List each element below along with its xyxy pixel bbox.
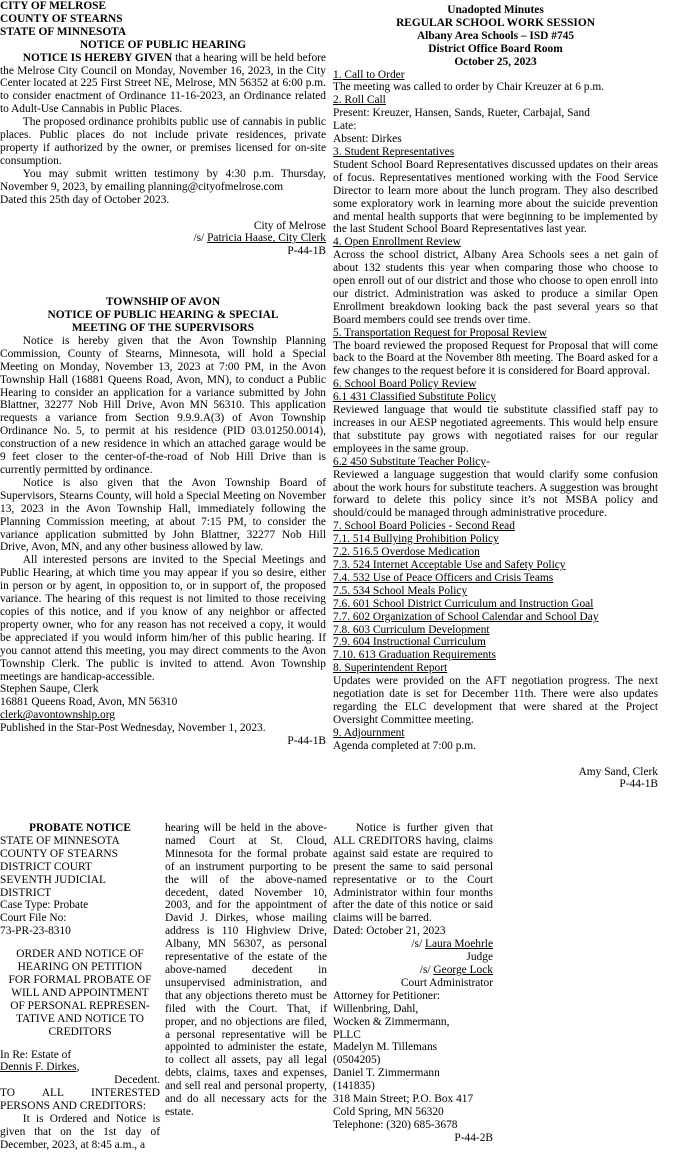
- decedent-label: Decedent.: [114, 1074, 160, 1087]
- policy-item: 7.1. 514 Bullying Prohibition Policy: [333, 533, 499, 546]
- spacer: [0, 258, 326, 296]
- order-title-line: WILL AND APPOINTMENT: [11, 986, 149, 999]
- section-heading: 1. Call to Order: [333, 68, 405, 81]
- order-title-line: CREDITORS: [48, 1025, 112, 1038]
- probate-column-3: [333, 822, 493, 1145]
- section-text: Reviewed language that would tie substitute classified staff pay to increases in our AESP negotiated agreements. This would help ensure that substitute pay grows with negotiated raises for our regular employees in the same group.: [333, 404, 658, 455]
- publication-code: P-44-1B: [619, 778, 658, 791]
- minutes-header: [333, 4, 658, 69]
- publication-code: P-44-1B: [287, 735, 326, 748]
- publication-code: P-44-2B: [454, 1131, 493, 1144]
- attorney-line: Attorney for Petitioner:: [333, 989, 440, 1002]
- policy-item: 7.4. 532 Use of Peace Officers and Crisis Teams: [333, 571, 554, 584]
- creditors-paragraph: Notice is further given that ALL CREDITORS having, claims against said estate are required to present the same to said personal representative or to the Court Administrator within four months after the date of this notice or said claims will be barred.: [333, 822, 493, 925]
- section-text: Updates were provided on the AFT negotiation progress. The next negotiation date is set for December 11th. There were also updates regarding the ELC development that were shared at the Project Oversight Committee meeting.: [333, 675, 658, 726]
- section-heading: 5. Transportation Request for Proposal Review: [333, 326, 547, 339]
- attorney-line: Willenbring, Dahl,: [333, 1002, 419, 1015]
- header-line: District Office Board Room: [428, 42, 563, 55]
- header-line: REGULAR SCHOOL WORK SESSION: [396, 16, 595, 29]
- subsection-title: 6.2 450 Substitute Teacher Policy: [333, 455, 487, 468]
- decedent-comma: ,: [76, 1061, 80, 1074]
- court-line: STATE OF MINNESOTA: [0, 834, 120, 847]
- section-heading: 9. Adjournment: [333, 726, 405, 739]
- policy-item: 7.9. 604 Instructional Curriculum: [333, 636, 486, 649]
- header-line: Albany Area Schools – ISD #745: [416, 29, 575, 42]
- decedent-name-text: Dennis F. Dirkes: [0, 1061, 77, 1074]
- spacer: [0, 207, 326, 220]
- roll-present: Present: Kreuzer, Hansen, Sands, Rueter, Carbajal, Sand: [333, 107, 590, 120]
- policy-item: 7.6. 601 School District Curriculum and Instruction Goal: [333, 597, 594, 610]
- court-line: DISTRICT COURT: [0, 860, 92, 873]
- order-paragraph-continued: hearing will be held in the above-named Court at St. Cloud, Minnesota for the formal probate of an instrument purporting to be the will of the above-named decedent, dated November 10, 2003, and for the appointment of David J. Dirkes, whose mailing address is 110 Highview Drive, Albany, MN 56307, as personal representative of the estate of the above-named decedent in unsupervised administration, and that any objections thereto must be filed with the Court. That, if proper, and no objections are filed, a personal representative will be appointed to administer the estate, to collect all assets, pay all legal debts, claims, taxes and expenses, and sell real and personal property, and do all necessary acts for the estate.: [165, 822, 327, 1118]
- section-heading: 7. School Board Policies - Second Read: [333, 520, 515, 533]
- section-text: Agenda completed at 7:00 p.m.: [333, 739, 476, 752]
- melrose-signature: [0, 232, 326, 245]
- section-heading: 2. Roll Call: [333, 94, 386, 107]
- section-heading: 4. Open Enrollment Review: [333, 236, 461, 249]
- header-line: STATE OF MINNESOTA: [0, 25, 127, 38]
- order-title-line: FOR FORMAL PROBATE OF: [8, 973, 152, 986]
- decedent-name: [0, 1061, 160, 1074]
- section-heading: 6. School Board Policy Review: [333, 378, 477, 391]
- signature-prefix: /s/: [193, 232, 208, 245]
- policy-item: 7.7. 602 Organization of School Calendar and School Day: [333, 610, 599, 623]
- avon-title: TOWNSHIP OF AVON: [105, 296, 221, 309]
- header-line: COUNTY OF STEARNS: [0, 12, 123, 25]
- left-column: [0, 0, 326, 748]
- header-line: CITY OF MELROSE: [0, 0, 107, 12]
- avon-paragraph: All interested persons are invited to the Special Meetings and Public Hearing, at which time you may appear if you so desire, either in person or by agent, in opposition to, or in support of, the proposed variance. The hearing of this request is not limited to those receiving copies of this notice, and if you know of any neighbor or affected property owner, who for any reason has not received a copy, it would be appreciated if you would inform him/her of this public hearing. If you cannot attend this meeting, you may direct comments to the Avon Township Clerk. The public is invited to attend. Avon Township meetings are handicap-accessible.: [0, 554, 326, 683]
- attorney-line: Wocken & Zimmermann,: [333, 1015, 450, 1028]
- in-re: In Re: Estate of: [0, 1048, 72, 1061]
- judge-label: Judge: [466, 951, 493, 964]
- header-line: October 25, 2023: [454, 55, 537, 68]
- to-all: TO ALL INTERESTED PERSONS AND CREDITORS:: [0, 1087, 160, 1113]
- melrose-paragraph: You may submit written testimony by 4:30 p.m. Thursday, November 9, 2023, by emailing planning@cityofmelrose.com: [0, 167, 326, 193]
- attorney-line: (0504205): [333, 1054, 381, 1067]
- avon-published: Published in the Star-Post Wednesday, November 1, 2023.: [0, 722, 266, 735]
- admin-signature: [333, 964, 493, 977]
- minutes-column: [333, 4, 658, 791]
- section-text: Across the school district, Albany Area Schools sees a net gain of about 132 students this year when comparing those who choose to open enroll out of our district and those who choose to open enroll into our district. Administration was asked to produce a similar Open Enrollment breakdown looking back the past several years so that Board members could see trends over time.: [333, 249, 658, 326]
- melrose-header: [0, 0, 326, 39]
- avon-address: 16881 Queens Road, Avon, MN 56310: [0, 696, 178, 709]
- probate-title: PROBATE NOTICE: [28, 822, 131, 834]
- court-line: DISTRICT: [0, 886, 52, 899]
- section-text: The board reviewed the proposed Request for Proposal that will come back to the Board at the November 8th meeting. The Board asked for a few changes to the request before it is considered for Board approval.: [333, 339, 658, 378]
- court-line: 73-PR-23-8310: [0, 925, 71, 938]
- minutes-clerk: Amy Sand, Clerk: [578, 765, 658, 778]
- policy-item: 7.3. 524 Internet Acceptable Use and Safety Policy: [333, 558, 566, 571]
- policy-list: [333, 533, 658, 662]
- signature-name: Patricia Haase, City Clerk: [207, 232, 326, 245]
- court-line: Court File No:: [0, 912, 67, 925]
- roll-absent: Absent: Dirkes: [333, 133, 402, 146]
- admin-label: Court Administrator: [400, 976, 493, 989]
- section-text: Reviewed a language suggestion that would clarify some confusion about the work hours for substitute teachers. A suggestion was brought forward to delete this policy since it’s not MSBA policy and should/could be managed through administrative procedure.: [333, 468, 658, 520]
- melrose-paragraph: The proposed ordinance prohibits public use of cannabis in public places. Public places do not include private residences, private property if authorized by the owner, or premises licensed for on-site consumption.: [0, 116, 326, 167]
- order-title-line: ORDER AND NOTICE OF: [16, 948, 144, 961]
- attorney-line: Daniel T. Zimmermann: [333, 1067, 440, 1080]
- avon-paragraph: Notice is also given that the Avon Township Board of Supervisors, Stearns County, will hold a Special Meeting on November 13, 2023 in the Avon Township Hall, immediately following the Planning Commission meeting, at about 7:15 PM, to consider the variance application submitted by John Blattner, 32277 Nob Hill Drive, Avon, MN, and any other business allowed by law.: [0, 476, 326, 554]
- order-title-line: HEARING ON PETITION: [17, 961, 143, 974]
- publication-code: P-44-1B: [287, 245, 326, 258]
- signature-prefix: /s/: [411, 938, 425, 951]
- attorney-line: Telephone: (320) 685-3678: [333, 1118, 458, 1131]
- judge-signature: [333, 938, 493, 951]
- melrose-signature-org: City of Melrose: [253, 219, 326, 232]
- court-line: Case Type: Probate: [0, 899, 89, 912]
- attorney-line: 318 Main Street; P.O. Box 417: [333, 1093, 474, 1106]
- spacer: [0, 938, 160, 948]
- policy-item: 7.5. 534 School Meals Policy: [333, 584, 468, 597]
- subsection-heading: [333, 456, 658, 469]
- melrose-dated: Dated this 25th day of October 2023.: [0, 193, 170, 206]
- attorney-line: (141835): [333, 1080, 375, 1093]
- avon-paragraph: Notice is hereby given that the Avon Township Planning Commission, County of Stearns, Minnesota, will hold a Special Meeting on Monday, November 13, 2023 at 7:00 PM, in the Avon Township Hall (16881 Queens Road, Avon, MN), to conduct a Public Hearing to consider an application for a variance submitted by John Blattner, 32277 Nob Hill Drive, Avon MN 56310. This application requests a variance from Section 9.9.9.A(3) of Avon Township Ordinance No. 5, to permit at his residence (PID 03.01250.0014), construction of a new residence in which an attached garage would be 9 feet closer to the center-of-the-road of Nob Hill Drive than is currently permitted by ordinance.: [0, 334, 326, 476]
- policy-item: 7.10. 613 Graduation Requirements: [333, 649, 496, 662]
- attorney-line: Cold Spring, MN 56320: [333, 1105, 444, 1118]
- melrose-paragraph-text: that a hearing will be held before the Melrose City Council on Monday, November 16, 2023, in the City Center located at 225 First Street NE, Melrose, MN 56352 at 6:00 p.m. to consider enactment of Ordinance 11-16-2023, an Ordinance related to Adult-Use Cannabis in Public Places.: [0, 51, 326, 116]
- melrose-paragraph: [0, 52, 326, 117]
- attorney-line: Madelyn M. Tillemans: [333, 1041, 438, 1054]
- spacer: [0, 1039, 160, 1049]
- avon-title: NOTICE OF PUBLIC HEARING & SPECIAL: [47, 309, 279, 322]
- admin-name: George Lock: [433, 963, 493, 976]
- melrose-lead: NOTICE IS HEREBY GIVEN: [22, 51, 173, 64]
- court-line: COUNTY OF STEARNS: [0, 847, 118, 860]
- subsection-dash: -: [486, 455, 490, 468]
- order-paragraph: It is Ordered and Notice is given that on the 1st day of December, 2023, at 8:45 a.m., a: [0, 1113, 160, 1151]
- policy-item: 7.8. 603 Curriculum Development: [333, 623, 490, 636]
- probate-column-1: [0, 822, 160, 1152]
- avon-title: MEETING OF THE SUPERVISORS: [71, 322, 255, 335]
- avon-notice: [0, 296, 326, 748]
- section-heading: 3. Student Representatives: [333, 145, 455, 158]
- order-title-line: TATIVE AND NOTICE TO: [15, 1012, 145, 1025]
- judge-name: Laura Moehrle: [425, 938, 493, 951]
- melrose-title: NOTICE OF PUBLIC HEARING: [79, 38, 247, 51]
- policy-item: 7.2. 516.5 Overdose Medication: [333, 546, 480, 559]
- spacer: [333, 753, 658, 766]
- subsection-heading: 6.1 431 Classified Substitute Policy: [333, 391, 496, 404]
- section-text: The meeting was called to order by Chair Kreuzer at 6 p.m.: [333, 81, 605, 94]
- order-title: [0, 948, 160, 1038]
- header-line: Unadopted Minutes: [447, 4, 544, 16]
- avon-clerk: Stephen Saupe, Clerk: [0, 683, 99, 696]
- section-heading: 8. Superintendent Report: [333, 662, 448, 675]
- order-title-line: OF PERSONAL REPRESEN-: [10, 999, 150, 1012]
- melrose-notice: [0, 0, 326, 258]
- signature-prefix: /s/: [419, 963, 434, 976]
- roll-late: Late:: [333, 120, 357, 133]
- attorney-block: [333, 990, 493, 1132]
- section-text: Student School Board Representatives discussed updates on their areas of focus. Representatives mentioned working with the Food Service Director to learn more about the lunch program. They also described some exploratory work in learning more about the suicide prevention and mental health supports that were beginning to be implemented by the last Student School Board Representatives last year.: [333, 158, 658, 236]
- court-line: SEVENTH JUDICIAL: [0, 873, 106, 886]
- avon-email-link[interactable]: clerk@avontownship.org: [0, 709, 115, 722]
- attorney-line: PLLC: [333, 1028, 361, 1041]
- probate-dated: Dated: October 21, 2023: [333, 925, 446, 938]
- probate-column-2: [165, 822, 327, 1119]
- probate-court-block: [0, 835, 160, 938]
